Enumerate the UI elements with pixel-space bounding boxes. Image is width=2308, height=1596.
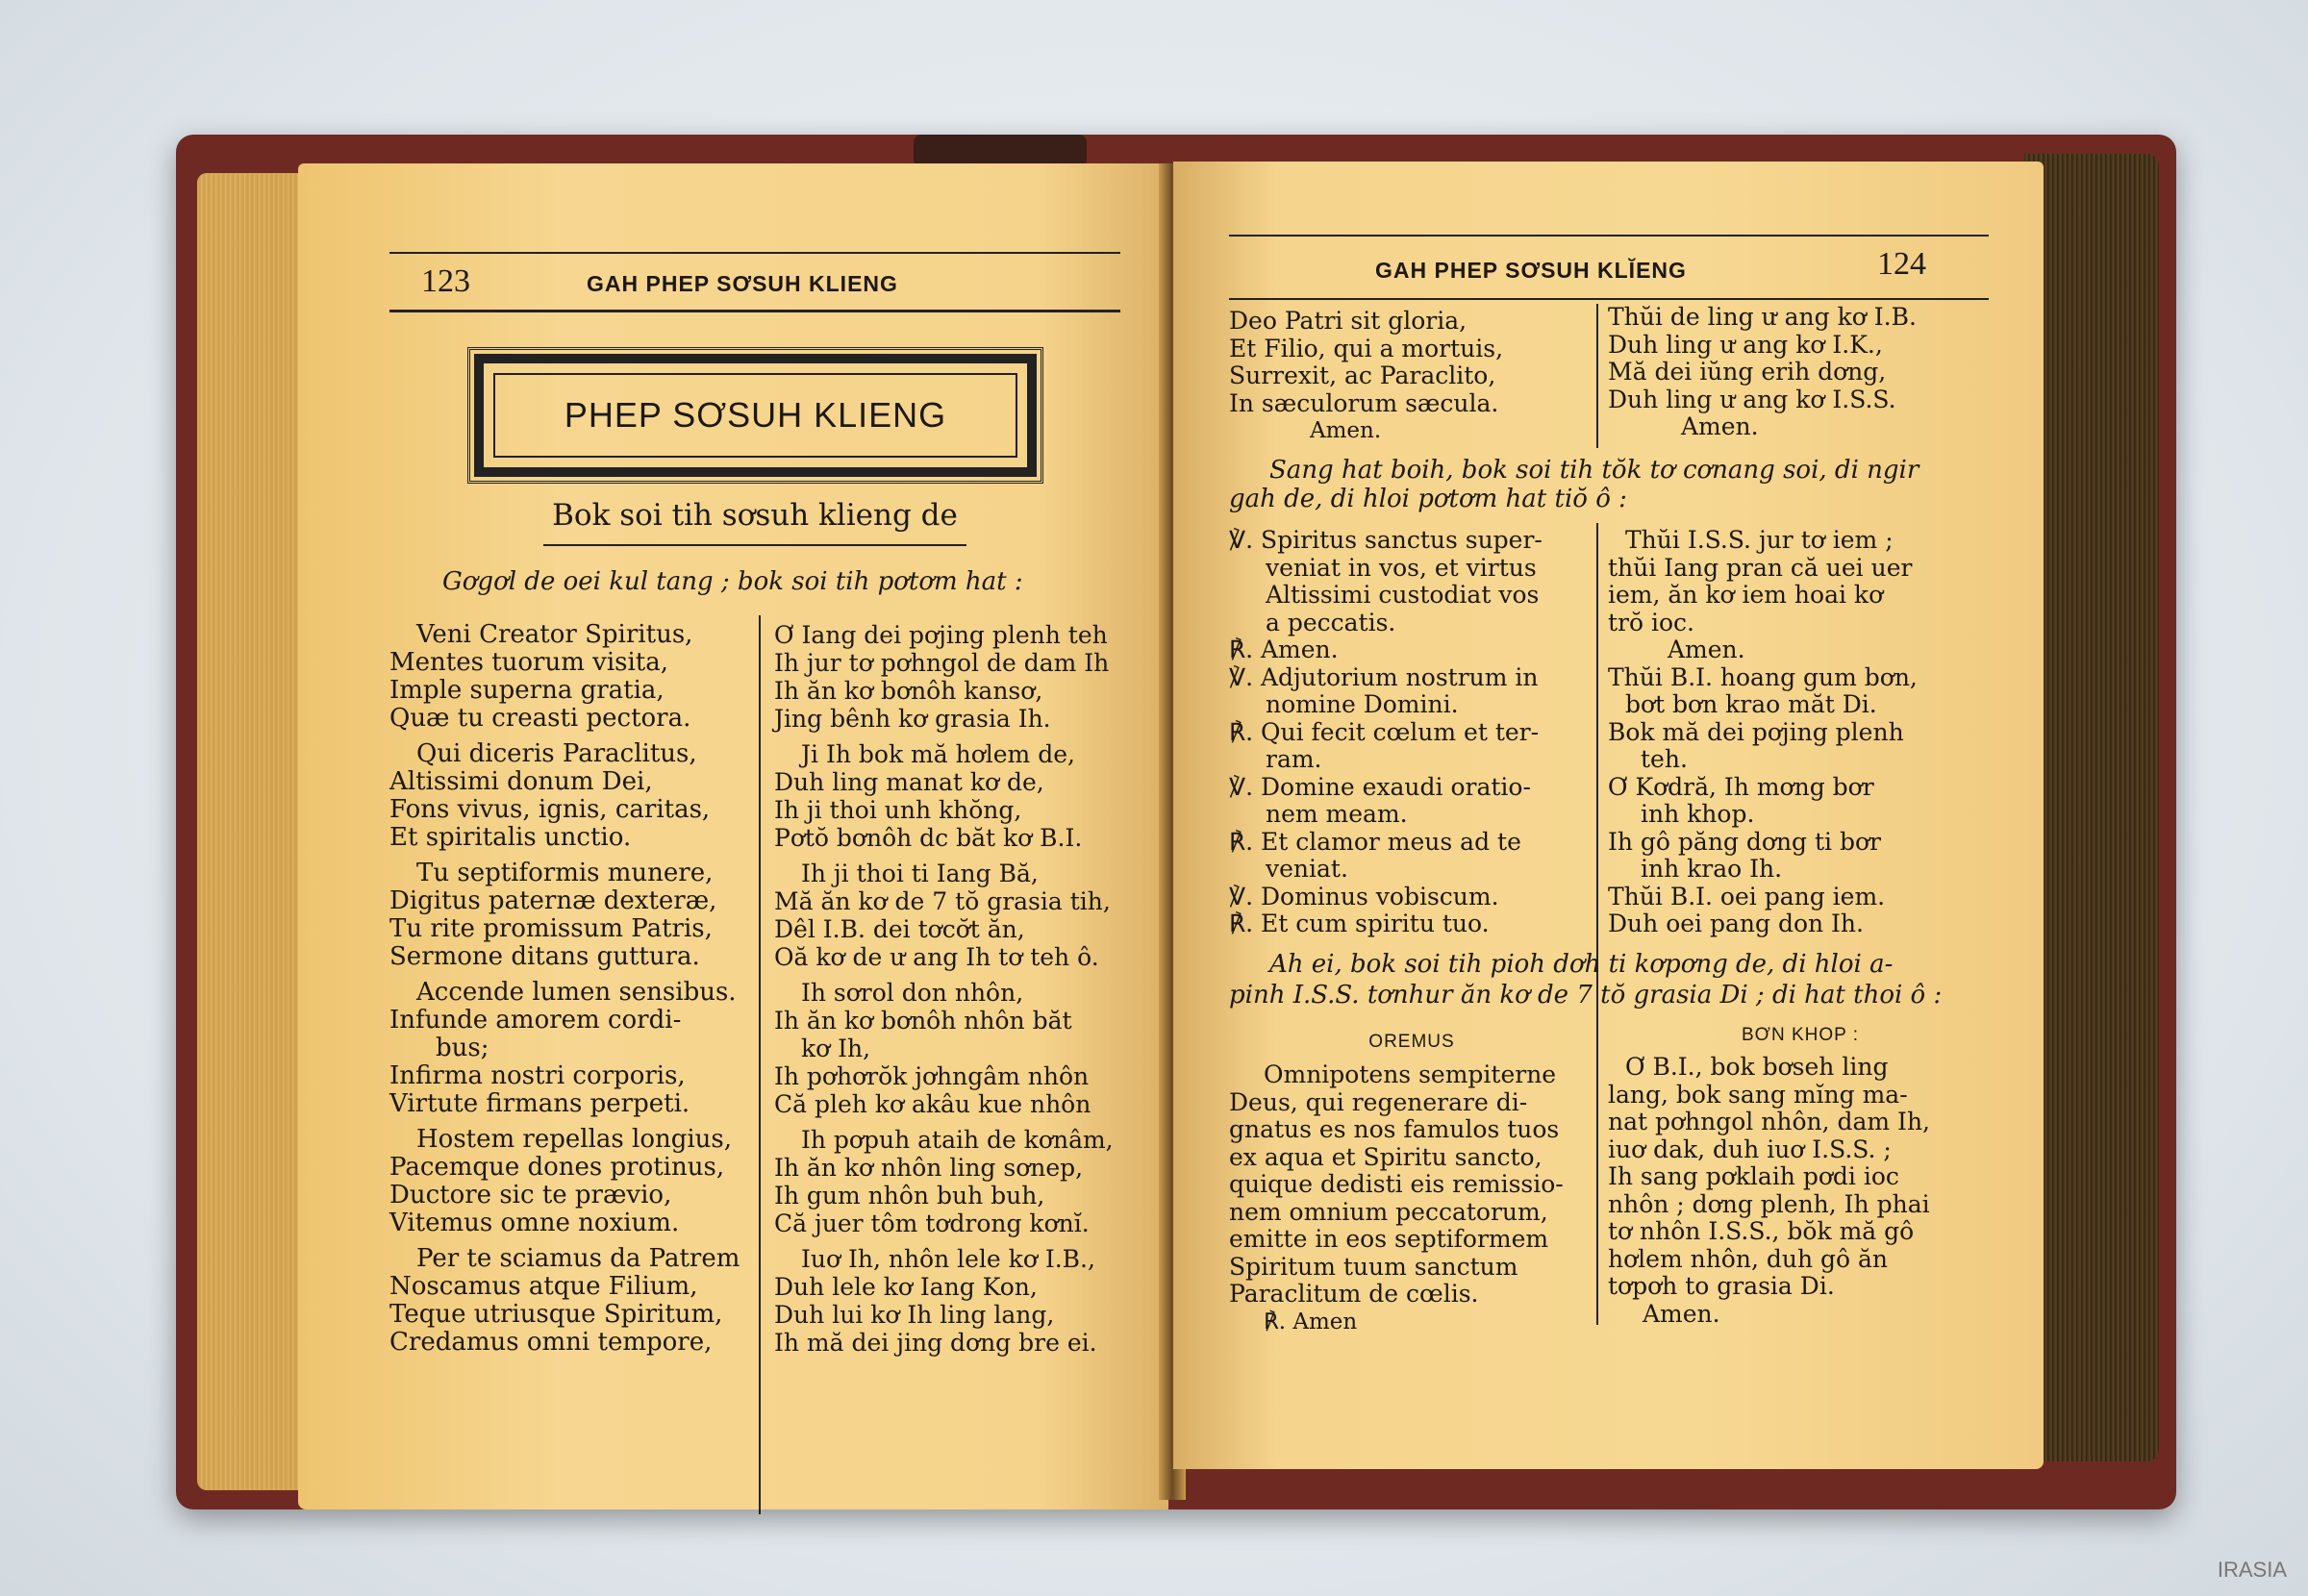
text-line: ℣. Domine exaudi oratio- bbox=[1229, 772, 1531, 801]
bahnar-line: Ih ăn kơ bơnôh nhôn băt bbox=[774, 1007, 1072, 1035]
text-line: Ơ Kơdră, Ih mơng bơr bbox=[1608, 772, 1874, 801]
bahnar-line: Ih ăn kơ nhôn ling sơnep, bbox=[774, 1154, 1084, 1182]
column-divider bbox=[1596, 304, 1598, 448]
latin-line: Mentes tuorum visita, bbox=[389, 648, 669, 677]
bahnar-line: kơ Ih, bbox=[801, 1035, 871, 1062]
text-line: bơt bơn krao măt Di. bbox=[1625, 690, 1877, 718]
section-subtitle: Bok soi tih sơsuh klieng de bbox=[552, 498, 958, 533]
text-line: Thŭi B.I. oei pang iem. bbox=[1608, 882, 1886, 910]
bahnar-line: Dêl I.B. dei tơcơ̆t ăn, bbox=[774, 915, 1025, 943]
running-head: GAH PHEP SƠSUH KLIENG bbox=[587, 271, 898, 296]
text-line: ℣. Spiritus sanctus super- bbox=[1229, 526, 1543, 554]
latin-line: Fons vivus, ignis, caritas, bbox=[389, 795, 711, 824]
bahnar-line: Ih gum nhôn buh buh, bbox=[774, 1182, 1045, 1209]
text-line: teh. bbox=[1641, 745, 1688, 773]
bahnar-line: Ji Ih bok mă hơlem de, bbox=[801, 740, 1075, 768]
text-line: ℟. Amen. bbox=[1229, 636, 1339, 663]
text-line: Thŭi B.I. hoang gum bơn, bbox=[1608, 662, 1918, 691]
instruction-text: pinh I.S.S. tơnhur ăn kơ de 7 tŏ grasia Di ; di hat thoi ô : bbox=[1229, 981, 1943, 1010]
bahnar-line: Ih sơrol don nhôn, bbox=[801, 979, 1024, 1007]
text-line: inh khop. bbox=[1641, 800, 1755, 828]
text-line: Amen. bbox=[1668, 636, 1745, 663]
text-line: quique dedisti eis remissio- bbox=[1229, 1170, 1564, 1198]
latin-hymn-column bbox=[389, 621, 765, 1357]
text-line: emitte in eos septiformem bbox=[1229, 1225, 1549, 1253]
text-line: Ơ B.I., bok bơseh ling bbox=[1625, 1053, 1889, 1081]
bahnar-line: Iuơ Ih, nhôn lele kơ I.B., bbox=[801, 1245, 1095, 1273]
text-line: ℣. Adjutorium nostrum in bbox=[1229, 662, 1539, 691]
text-line: Bok mă dei pơjing plenh bbox=[1608, 717, 1904, 746]
text-line: Amen. bbox=[1310, 418, 1382, 443]
page-number: 123 bbox=[421, 263, 470, 299]
bahnar-line: Jing bênh kơ grasia Ih. bbox=[774, 705, 1051, 733]
text-line: Paraclitum de cœlis. bbox=[1229, 1280, 1479, 1308]
bon-khop-prayer bbox=[1608, 1054, 1993, 1328]
bahnar-line: Ih jur tơ pơhngol de dam Ih bbox=[774, 649, 1110, 677]
text-line: In sæculorum sæcula. bbox=[1229, 388, 1499, 417]
text-line: Mă dei iŭng erih dơng, bbox=[1608, 358, 1887, 386]
header-top-rule bbox=[1229, 235, 1989, 237]
instruction-text: Ah ei, bok soi tih pioh dơh ti kơpơng de, di hloi a- bbox=[1269, 950, 1894, 979]
text-line: nomine Domini. bbox=[1266, 690, 1459, 718]
bahnar-line: Pơtŏ bơnôh dc băt kơ B.I. bbox=[774, 824, 1083, 852]
doxology-latin bbox=[1229, 308, 1604, 445]
text-line: Duh oei pang don Ih. bbox=[1608, 910, 1864, 937]
bahnar-line: Că juer tôm tơdrong kơnĭ. bbox=[774, 1209, 1090, 1237]
left-page bbox=[298, 163, 1168, 1509]
latin-line: Veni Creator Spiritus, bbox=[416, 620, 693, 649]
latin-line: Hostem repellas longius, bbox=[416, 1125, 733, 1154]
bahnar-line: Ih mă dei jing dơng bre ei. bbox=[774, 1329, 1097, 1357]
header-bottom-rule bbox=[389, 310, 1120, 312]
text-line: thŭi Iang pran că uei uer bbox=[1608, 553, 1913, 582]
page-edges-right bbox=[2024, 154, 2159, 1461]
text-line: tơ nhôn I.S.S., bŏk mă gô bbox=[1608, 1217, 1915, 1245]
text-line: nem meam. bbox=[1266, 800, 1408, 828]
bahnar-line: Duh ling manat kơ de, bbox=[774, 768, 1044, 796]
text-line: nem omnium peccatorum, bbox=[1229, 1197, 1548, 1226]
latin-line: Imple superna gratia, bbox=[389, 676, 665, 705]
latin-line: Vitemus omne noxium. bbox=[389, 1209, 680, 1237]
text-line: Ih sang pơklaih pơdi ioc bbox=[1608, 1162, 1899, 1190]
running-head: GAH PHEP SƠSUH KLĬENG bbox=[1375, 258, 1687, 283]
oremus-prayer bbox=[1229, 1061, 1604, 1335]
bahnar-line: Ơ Iang dei pơjing plenh teh bbox=[774, 621, 1108, 649]
header-bottom-rule bbox=[1229, 298, 1989, 300]
text-line: tơpơh to grasia Di. bbox=[1608, 1272, 1835, 1300]
text-line: nhôn ; dơng plenh, Ih phai bbox=[1608, 1189, 1930, 1218]
instruction-text: gah de, di hloi pơtơm hat tiŏ ô : bbox=[1229, 485, 1627, 513]
latin-line: Et spiritalis unctio. bbox=[389, 823, 632, 852]
latin-line: Teque utriusque Spiritum, bbox=[389, 1300, 723, 1329]
latin-line: Tu septiformis munere, bbox=[416, 859, 714, 887]
text-line: iuơ dak, duh iuơ I.S.S. ; bbox=[1608, 1135, 1892, 1163]
text-line: Surrexit, ac Paraclito, bbox=[1229, 362, 1496, 389]
text-line: nat pơhngol nhôn, dam Ih, bbox=[1608, 1108, 1930, 1135]
oremus-label: OREMUS bbox=[1368, 1032, 1455, 1052]
text-line: Et Filio, qui a mortuis, bbox=[1229, 334, 1504, 362]
boxed-title: PHEP SƠSUH KLIENG bbox=[493, 373, 1017, 458]
watermark: IRASIA bbox=[2217, 1558, 2287, 1582]
text-line: veniat in vos, et virtus bbox=[1266, 553, 1537, 582]
bahnar-line: Ih pơpuh ataih de kơnâm, bbox=[801, 1126, 1114, 1154]
bahnar-line: Ih pơhơrŏk jơhngâm nhôn bbox=[774, 1062, 1090, 1090]
column-divider bbox=[1596, 1056, 1598, 1325]
text-line: gnatus es nos famulos tuos bbox=[1229, 1115, 1560, 1143]
text-line: Duh ling ư ang kơ I.K., bbox=[1608, 330, 1883, 359]
doxology-bahnar bbox=[1608, 304, 1993, 441]
text-line: hơlem nhôn, duh gô ăn bbox=[1608, 1244, 1889, 1273]
versicles-latin bbox=[1229, 527, 1604, 938]
latin-line: Qui diceris Paraclitus, bbox=[416, 739, 697, 768]
bahnar-line: Ih ji thoi unh khŏng, bbox=[774, 796, 1022, 824]
text-line: Deo Patri sit gloria, bbox=[1229, 307, 1468, 335]
latin-line: Ductore sic te prævio, bbox=[389, 1181, 672, 1209]
latin-line: Altissimi donum Dei, bbox=[389, 767, 653, 796]
text-line: Altissimi custodiat vos bbox=[1266, 581, 1540, 609]
title-frame bbox=[474, 354, 1037, 477]
latin-line: Tu rite promissum Patris, bbox=[389, 914, 713, 943]
text-line: lang, bok sang mĭng ma- bbox=[1608, 1080, 1908, 1109]
latin-line: Pacemque dones protinus, bbox=[389, 1153, 725, 1182]
latin-line: Infunde amorem cordi- bbox=[389, 1006, 682, 1035]
text-line: ram. bbox=[1266, 745, 1322, 773]
latin-line: Digitus paternæ dexteræ, bbox=[389, 886, 717, 915]
bahnar-line: Duh lui kơ Ih ling lang, bbox=[774, 1301, 1055, 1329]
text-line: iem, ăn kơ iem hoai kơ bbox=[1608, 581, 1884, 609]
bahnar-hymn-column bbox=[774, 621, 1149, 1357]
text-line: ex aqua et Spiritu sancto, bbox=[1229, 1142, 1543, 1171]
text-line: Omnipotens sempiterne bbox=[1264, 1060, 1557, 1088]
column-divider-full bbox=[759, 615, 761, 1514]
text-line: veniat. bbox=[1266, 855, 1348, 883]
text-line: Thŭi I.S.S. jur tơ iem ; bbox=[1625, 526, 1894, 554]
text-line: ℟. Amen bbox=[1264, 1309, 1358, 1334]
text-line: ℟. Et cum spiritu tuo. bbox=[1229, 910, 1490, 937]
instruction-text: Gơgơl de oei kul tang ; bok soi tih pơtơm hat : bbox=[442, 567, 1023, 596]
latin-line: Accende lumen sensibus. bbox=[416, 978, 737, 1007]
text-line: Spiritum tuum sanctum bbox=[1229, 1252, 1518, 1281]
latin-line: Noscamus atque Filium, bbox=[389, 1272, 698, 1301]
column-divider bbox=[1596, 523, 1598, 1100]
text-line: inh krao Ih. bbox=[1641, 855, 1783, 883]
bahnar-line: Mă ăn kơ de 7 tŏ grasia tih, bbox=[774, 887, 1111, 915]
versicles-bahnar bbox=[1608, 527, 1993, 938]
right-page bbox=[1173, 162, 2044, 1469]
instruction-text: Sang hat boih, bok soi tih tŏk tơ cơnang soi, di ngir bbox=[1269, 456, 1919, 485]
text-line: a peccatis. bbox=[1266, 608, 1396, 636]
text-line: Deus, qui regenerare di- bbox=[1229, 1087, 1528, 1116]
text-line: Thŭi de ling ư ang kơ I.B. bbox=[1608, 303, 1917, 331]
book-spine bbox=[914, 135, 1087, 167]
header-top-rule bbox=[389, 252, 1120, 254]
bahnar-line: Duh lele kơ Iang Kon, bbox=[774, 1273, 1038, 1301]
latin-line: Sermone ditans guttura. bbox=[389, 942, 700, 971]
page-number: 124 bbox=[1877, 246, 1926, 282]
latin-line: bus; bbox=[436, 1034, 489, 1062]
subtitle-rule bbox=[543, 544, 966, 546]
text-line: trŏ ioc. bbox=[1608, 608, 1694, 636]
page-edges-left bbox=[197, 173, 308, 1490]
latin-line: Per te sciamus da Patrem bbox=[416, 1244, 740, 1273]
latin-line: Infirma nostri corporis, bbox=[389, 1061, 686, 1090]
text-line: Ih gô păng dơng ti bơr bbox=[1608, 827, 1881, 856]
bahnar-line: Oă kơ de ư ang Ih tơ teh ô. bbox=[774, 943, 1099, 971]
text-line: Amen. bbox=[1681, 412, 1759, 440]
text-line: ℟. Et clamor meus ad te bbox=[1229, 827, 1521, 856]
latin-line: Virtute firmans perpeti. bbox=[389, 1089, 690, 1118]
text-line: Amen. bbox=[1643, 1299, 1720, 1328]
bon-khop-label: BƠN KHOP : bbox=[1741, 1025, 1860, 1045]
text-line: ℣. Dominus vobiscum. bbox=[1229, 882, 1499, 910]
latin-line: Credamus omni tempore, bbox=[389, 1328, 713, 1357]
text-line: ℟. Qui fecit cœlum et ter- bbox=[1229, 717, 1540, 746]
bahnar-line: Ih ji thoi ti Iang Bă, bbox=[801, 860, 1039, 887]
text-line: Duh ling ư ang kơ I.S.S. bbox=[1608, 385, 1896, 413]
bahnar-line: Că pleh kơ akâu kue nhôn bbox=[774, 1090, 1091, 1118]
bahnar-line: Ih ăn kơ bơnôh kansơ, bbox=[774, 677, 1043, 705]
latin-line: Quæ tu creasti pectora. bbox=[389, 704, 691, 733]
